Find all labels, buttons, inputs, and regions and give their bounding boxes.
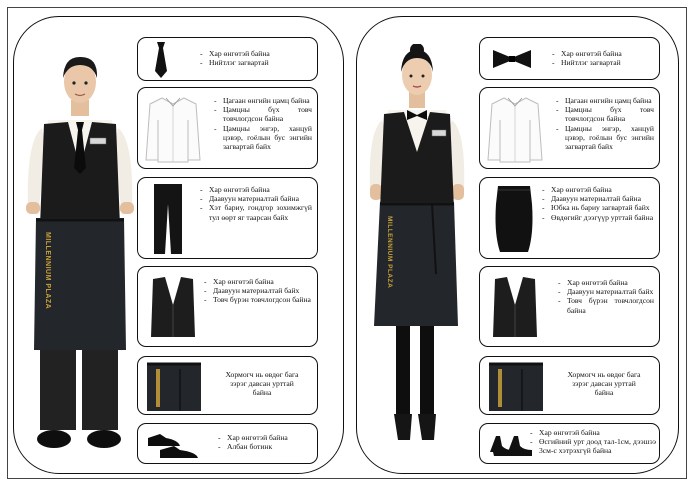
- male-apron-brand: MILLENNIUM PLAZA: [44, 232, 51, 310]
- female-apron-card: [479, 356, 660, 415]
- vest-icon: [150, 275, 196, 339]
- female-shoes-point: - Өсгийний урт доод тал-1см, дээшээ 3см-с хэтрэхгүй байна: [530, 437, 656, 455]
- male-trousers-point: - Даавуун материалтай байна: [200, 194, 312, 203]
- female-bowtie-card: [479, 37, 660, 80]
- female-shirt-point: - Цамцны бүх товч товчлогдсон байна: [556, 105, 654, 123]
- female-bowtie-point: - Нийтлэг загвартай: [552, 58, 654, 67]
- female-bowtie-point: - Хар өнгөтэй байна: [552, 49, 654, 58]
- female-vest-point: - Даавуун материалтай байх: [558, 287, 654, 296]
- male-tie-point: - Нийтлэг загвартай: [200, 58, 312, 67]
- female-shirt-point: - Цагаан өнгийн цамц байна: [556, 96, 654, 105]
- bowtie-icon: [492, 48, 532, 70]
- male-shoes-point: - Албан ботинк: [218, 442, 312, 451]
- skirt-icon: [492, 184, 536, 254]
- male-shirt-point: - Цамцны бүх товч товчлогдсон байна: [214, 105, 312, 123]
- female-vest-point: - Хар өнгөтэй байна: [558, 278, 654, 287]
- heels-icon: [488, 430, 534, 460]
- female-waitress-figure: [362, 44, 472, 448]
- female-apron-text: Хормогч нь өвдөг бага зэрэг давсан урттай байна: [567, 370, 641, 398]
- female-shoes-card: [479, 423, 660, 464]
- shirt-icon: [144, 94, 202, 164]
- male-shirt-point: - Цамцны энгэр, ханцуй цэвэр, гоёлын бус энгийн загвартай байх: [214, 124, 312, 152]
- male-trousers-point: - Хэт бариу, гондгор зохимжгүй тул өөрт яг таарсан байх: [200, 203, 312, 221]
- male-trousers-card: [137, 177, 318, 259]
- male-shirt-card: [137, 87, 318, 169]
- shirt-icon: [486, 94, 544, 164]
- male-vest-point: - Товч бүрэн товчлогдсон байна: [204, 295, 312, 304]
- male-trousers-point: - Хар өнгөтэй байна: [200, 185, 312, 194]
- female-skirt-point: - Юбка нь бариу загвартай байх: [542, 203, 654, 212]
- male-shoes-card: [137, 423, 318, 464]
- male-tie-card: [137, 37, 318, 81]
- male-apron-card: [137, 356, 318, 415]
- apron-icon: [146, 361, 202, 413]
- female-apron-brand: MILLENNIUM PLAZA: [386, 216, 393, 289]
- shoes-icon: [144, 428, 202, 462]
- necktie-icon: [150, 41, 172, 79]
- male-waiter-figure: [20, 50, 140, 462]
- vest-icon: [492, 275, 538, 339]
- male-apron-text: Хормогч нь өвдөг бага зэрэг давсан урттай байна: [225, 370, 299, 398]
- male-vest-card: [137, 266, 318, 347]
- female-shoes-point: - Хар өнгөтэй байна: [530, 428, 656, 437]
- male-vest-point: - Хар өнгөтэй байна: [204, 277, 312, 286]
- female-skirt-point: - Даавуун материалтай байна: [542, 194, 654, 203]
- female-vest-card: [479, 266, 660, 347]
- female-vest-point: - Товч бүрэн товчлогдсон байна: [558, 296, 654, 314]
- male-shirt-point: - Цагаан өнгийн цамц байна: [214, 96, 312, 105]
- apron-icon: [488, 361, 544, 413]
- male-tie-point: - Хар өнгөтэй байна: [200, 49, 312, 58]
- female-skirt-point: - Хар өнгөтэй байна: [542, 185, 654, 194]
- trousers-icon: [152, 182, 184, 256]
- female-skirt-card: [479, 177, 660, 259]
- female-shirt-card: [479, 87, 660, 169]
- male-vest-point: - Даавуун материалтай байх: [204, 286, 312, 295]
- female-shirt-point: - Цамцны энгэр, ханцуй цэвэр, гоёлын бус энгийн загвартай байх: [556, 124, 654, 152]
- male-shoes-point: - Хар өнгөтэй байна: [218, 433, 312, 442]
- female-skirt-point: - Өвдөгийг дээгүүр урттай байна: [542, 213, 654, 222]
